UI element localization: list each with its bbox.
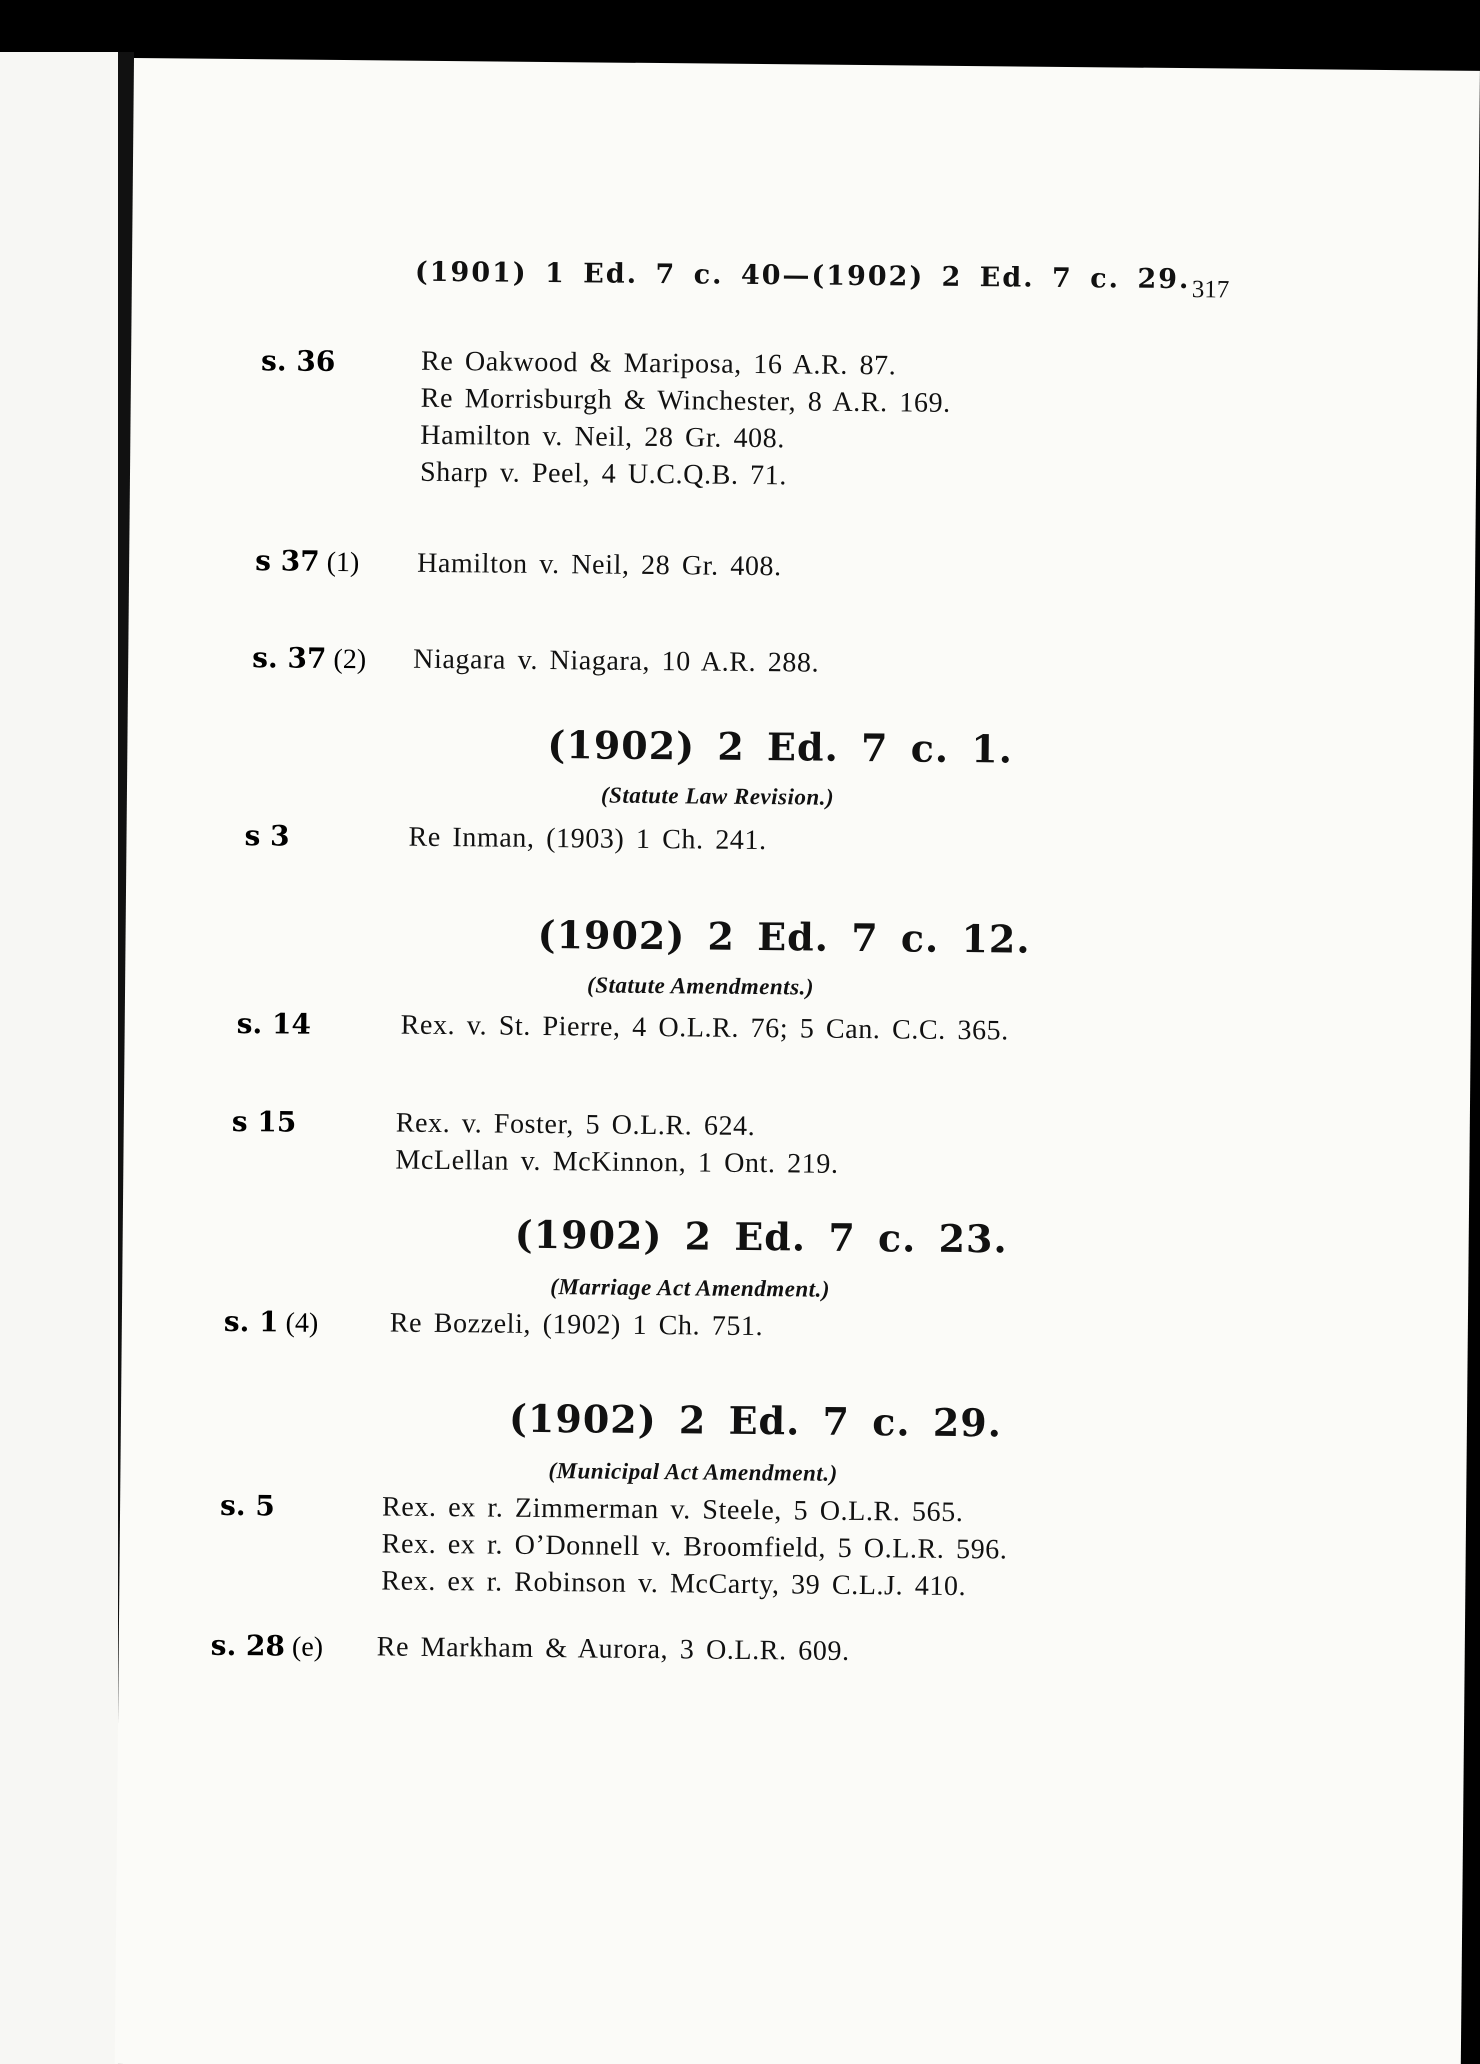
citation: Re Bozzeli, (1902) 1 Ch. 751. — [389, 1307, 764, 1343]
section-number: s. 36 — [260, 344, 336, 378]
act-heading: (1902) 2 Ed. 7 c. 23. — [514, 1211, 1008, 1262]
page-sheet — [115, 58, 1480, 2064]
section-label — [244, 819, 289, 853]
citation-list — [401, 1007, 1009, 1050]
citation: Rex. ex r. Robinson v. McCarty, 39 C.L.J. 410. — [381, 1565, 967, 1603]
act-heading: (1902) 2 Ed. 7 c. 12. — [537, 911, 1031, 962]
section-label — [255, 544, 359, 579]
citation: Rex. ex r. O’Donnell v. Broomfield, 5 O.L.R. 596. — [381, 1528, 1008, 1566]
section-number: s. 5 — [219, 1488, 276, 1523]
citation-list — [408, 819, 767, 859]
act-title: (Statute Law Revision.) — [600, 782, 835, 810]
section-number: s. 28 — [210, 1628, 286, 1663]
section-label — [224, 1305, 319, 1340]
citation: Rex. v. Foster, 5 O.L.R. 624. — [395, 1107, 756, 1143]
citation: Niagara v. Niagara, 10 A.R. 288. — [413, 643, 820, 679]
section-label — [232, 1105, 297, 1140]
citation: Sharp v. Peel, 4 U.C.Q.B. 71. — [419, 456, 788, 492]
section-label — [261, 344, 336, 379]
section-number: s. 14 — [236, 1007, 312, 1041]
citation: Re Oakwood & Mariposa, 16 A.R. 87. — [420, 345, 897, 382]
citation-list — [390, 1305, 764, 1346]
facing-page-edge — [0, 52, 120, 2064]
citation: Re Markham & Aurora, 3 O.L.R. 609. — [376, 1631, 850, 1667]
act-title: (Municipal Act Amendment.) — [548, 1458, 838, 1486]
section-number: s 15 — [231, 1104, 297, 1139]
citation: Hamilton v. Neil, 28 Gr. 408. — [417, 547, 782, 583]
section-number: s 37 — [255, 544, 320, 578]
section-label — [237, 1007, 312, 1042]
section-label — [220, 1489, 275, 1524]
citation: Rex. v. St. Pierre, 4 O.L.R. 76; 5 Can. C.C. 365. — [400, 1009, 1009, 1047]
citation-list — [381, 1488, 1008, 1605]
citation-list — [413, 641, 819, 682]
act-title: (Marriage Act Amendment.) — [550, 1274, 831, 1302]
section-label — [211, 1629, 324, 1664]
citation: Hamilton v. Neil, 28 Gr. 408. — [420, 419, 786, 455]
subsection-number: (1) — [326, 546, 360, 579]
citation: Re Morrisburgh & Winchester, 8 A.R. 169. — [420, 382, 951, 419]
citation-list — [395, 1105, 839, 1183]
section-label — [252, 641, 366, 676]
subsection-number: (2) — [333, 643, 367, 676]
act-heading: (1902) 2 Ed. 7 c. 29. — [508, 1395, 1003, 1446]
citation-list — [417, 545, 782, 585]
section-number: s. 37 — [252, 641, 327, 675]
citation: Re Inman, (1903) 1 Ch. 241. — [408, 821, 767, 857]
citation: McLellan v. McKinnon, 1 Ont. 219. — [395, 1144, 839, 1180]
citation-list — [420, 343, 951, 496]
subsection-number: (4) — [285, 1307, 319, 1339]
citation-list — [377, 1628, 850, 1670]
running-header: (1901) 1 Ed. 7 c. 40—(1902) 2 Ed. 7 c. 29. — [414, 256, 1191, 296]
subsection-number: (e) — [291, 1631, 324, 1663]
act-title: (Statute Amendments.) — [587, 972, 815, 1000]
section-number: s. 1 — [223, 1304, 279, 1339]
citation: Rex. ex r. Zimmerman v. Steele, 5 O.L.R. 565. — [381, 1491, 964, 1529]
page-number: 317 — [1191, 276, 1230, 304]
act-heading: (1902) 2 Ed. 7 c. 1. — [547, 722, 1014, 772]
section-number: s 3 — [244, 819, 290, 853]
